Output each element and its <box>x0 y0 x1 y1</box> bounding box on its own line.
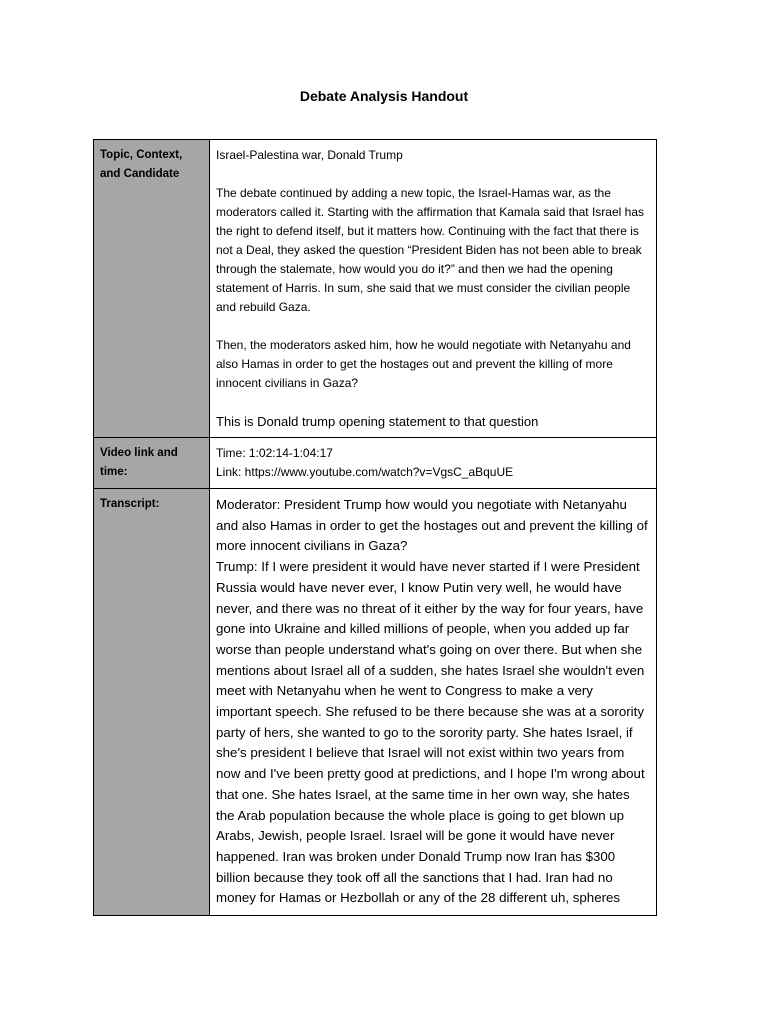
transcript-label: Transcript: <box>94 489 210 916</box>
topic-paragraph-2: Then, the moderators asked him, how he would negotiate with Netanyahu and also Hamas in order to get the hostages out and prevent the killing of more innocent civilians in Gaza? <box>216 338 631 390</box>
table-row-video <box>94 438 657 489</box>
page-title: Debate Analysis Handout <box>299 88 469 104</box>
table-row-transcript <box>94 489 657 916</box>
video-content <box>210 438 657 489</box>
video-label: Video link and time: <box>94 438 210 489</box>
topic-content <box>210 140 657 438</box>
topic-paragraph-1: The debate continued by adding a new topic, the Israel-Hamas war, as the moderators called it. Starting with the affirmation that Kamala said that Israel has the right to defend itself, but it matters how. Continuing with the fact that there is not a Deal, they asked the question “President Biden has not been able to break through the stalemate, how would you do it?” and then we had the opening statement of Harris. In sum, she said that we must consider the civilian people and rebuild Gaza. <box>216 186 644 314</box>
video-time: Time: 1:02:14-1:04:17 <box>216 446 333 460</box>
transcript-content <box>210 489 657 916</box>
topic-heading: Israel-Palestina war, Donald Trump <box>216 148 403 162</box>
transcript-trump: Trump: If I were president it would have never started if I were President Russia would have never ever, I know Putin very well, he would have never, and there was no threat of it either by the way for four years, have gone into Ukraine and killed millions of people, when you added up far worse than people understand what's going on over there. But when she mentions about Israel all of a sudden, she hates Israel she wouldn't even meet with Netanyahu when he went to Congress to make a very important speech. She refused to be there because she was at a sorority party of hers, she wanted to go to the sorority party. She hates Israel, if she's president I believe that Israel will not exist within two years from now and I've been pretty good at predictions, and I hope I'm wrong about that one. She hates Israel, at the same time in her own way, she hates the Arab population because the whole place is going to get blown up Arabs, Jewish, people Israel. Israel will be gone it would have never happened. Iran was broken under Donald Trump now Iran has $300 billion because they took off all the sanctions that I had. Iran had no money for Hamas or Hezbollah or any of the 28 different uh, spheres <box>216 559 645 906</box>
transcript-moderator: Moderator: President Trump how would you negotiate with Netanyahu and also Hamas in order to get the hostages out and prevent the killing of more innocent civilians in Gaza? <box>216 497 648 554</box>
handout-table <box>93 139 657 916</box>
topic-paragraph-3: This is Donald trump opening statement to that question <box>216 414 539 429</box>
video-link[interactable]: Link: https://www.youtube.com/watch?v=VgsC_aBquUE <box>216 465 514 479</box>
table-row-topic <box>94 140 657 438</box>
topic-label: Topic, Context, and Candidate <box>94 140 210 438</box>
